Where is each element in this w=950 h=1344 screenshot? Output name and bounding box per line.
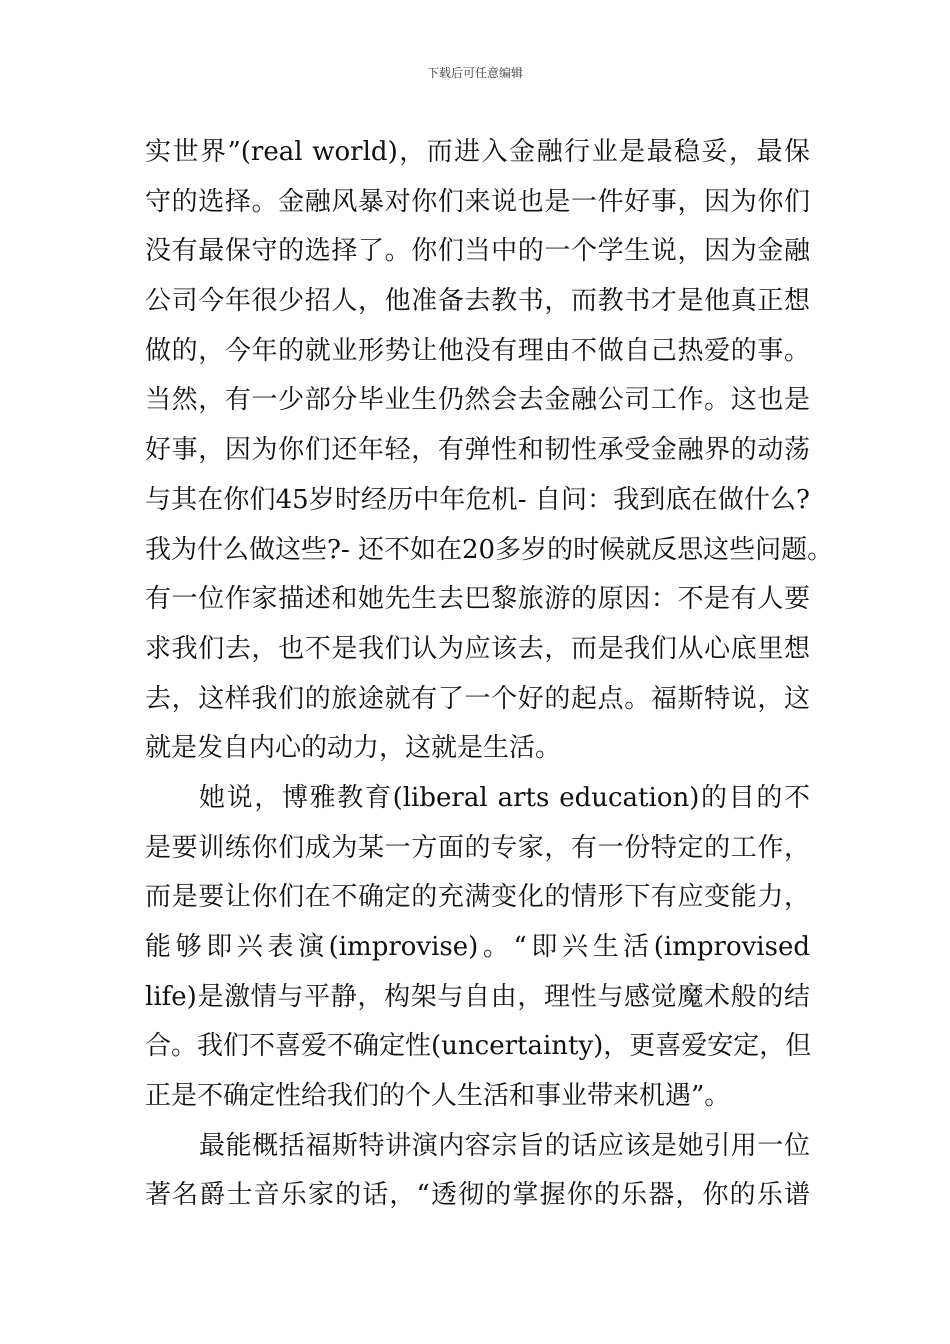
text-line: 与其在你们45岁时经历中年危机- 自问：我到底在做什么? (145, 484, 810, 515)
page-header: 下载后可任意编辑 (426, 66, 523, 80)
text-line: 公司今年很少招人，他准备去教书，而教书才是他真正想 (145, 286, 810, 317)
text-line: 著名爵士音乐家的话，“透彻的掌握你的乐器，你的乐谱 (145, 1180, 810, 1211)
text-line: 最能概括福斯特讲演内容宗旨的话应该是她引用一位 (199, 1130, 810, 1161)
text-line: 她说，博雅教育(liberal arts education)的目的不 (199, 782, 810, 813)
text-line: 而是要让你们在不确定的充满变化的情形下有应变能力， (145, 882, 810, 913)
document-body (145, 128, 834, 1221)
text-line: 我为什么做这些?- 还不如在20多岁的时候就反思这些问题。 (145, 534, 834, 565)
text-line: 合。我们不喜爱不确定性(uncertainty)，更喜爱安定，但 (145, 1031, 812, 1062)
text-line: 求我们去，也不是我们认为应该去，而是我们从心底里想 (145, 633, 810, 664)
text-line: 是要训练你们成为某一方面的专家，有一份特定的工作， (145, 832, 810, 863)
text-line: 没有最保守的选择了。你们当中的一个学生说，因为金融 (145, 236, 810, 267)
text-line: 实世界”(real world)，而进入金融行业是最稳妥，最保 (145, 137, 810, 167)
text-line: 正是不确定性给我们的个人生活和事业带来机遇”。 (145, 1081, 731, 1112)
text-line: 去，这样我们的旅途就有了一个好的起点。福斯特说，这 (145, 683, 810, 714)
text-line: 能够即兴表演(improvise)。“即兴生活(improvised (145, 932, 810, 962)
text-line: 守的选择。金融风暴对你们来说也是一件好事，因为你们 (145, 186, 810, 217)
text-line: 就是发自内心的动力，这就是生活。 (145, 733, 562, 764)
text-line: 做的，今年的就业形势让他没有理由不做自己热爱的事。 (145, 335, 810, 366)
text-line: life)是激情与平静，构架与自由，理性与感觉魔术般的结 (145, 981, 810, 1012)
text-line: 当然，有一少部分毕业生仍然会去金融公司工作。这也是 (145, 385, 810, 416)
text-line: 有一位作家描述和她先生去巴黎旅游的原因：不是有人要 (145, 584, 810, 615)
text-line: 好事，因为你们还年轻，有弹性和韧性承受金融界的动荡 (145, 435, 810, 466)
